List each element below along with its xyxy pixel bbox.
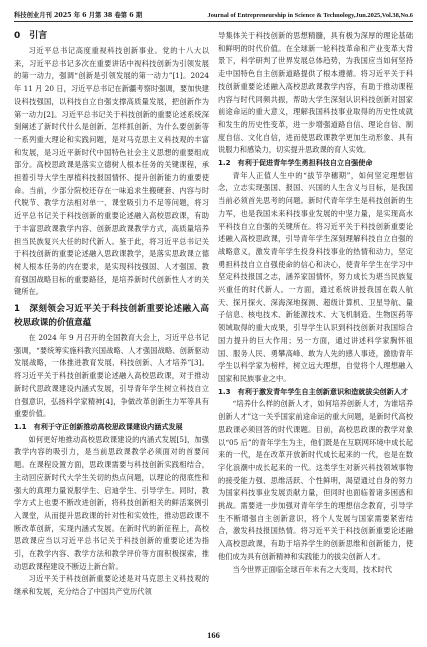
subsection-1-1-paragraph: 如何更好地推动高校思政课建设的内涵式发展[5]，加强教学内容的吸引力，是当前思政课教学必须面对的首要问题。在课程设置方面，思政课需要与科技创新实践相结合，主动回应新时代大学生关切的热点问题，以理论的彻底性和强大的真理力量说服学生、启迪学生、引导学生。同时，教学方式上也要不断改进创新，将科技创新相关的鲜活案例引入课堂，从而提升思政课的针对性和实效性，推动思政课不断改革创新，实现内涵式发展。在新时代的新征程上，高校思政课应当以习近平总书记关于科技创新的重要论述为指引，在教学内容、教学方法和教学评价等方面积极探索，推动思政课程建设不断迈上新台阶。	[14, 434, 209, 571]
subsection-1-3-heading: 1.3 有利于激发青年学生自主创新意识和造就拔尖创新人才	[218, 386, 408, 396]
section-1-paragraph: 在 2024 年 9 月召开的全国教育大会上，习近平总书记强调，“要统筹实施科教兴国战略、人才强国战略、创新驱动发展战略，一体推进教育发展、科技创新、人才培养”[3]。将习近平关于科技创新重要论述融入高校思政课，对于推动新时代思政课建设内涵式发展，引导青年学生树立科技自立自强意识，弘扬科学家精神[4]，争做改革创新生力军等具有重要价值。	[14, 333, 209, 419]
continued-paragraph: 导集体关于科技创新的思想精髓，具有极为深厚的理论基础和鲜明的时代价值。在全球新一轮科技革命和产业变革大背景下，科学研判了世界发展总体趋势，为我国应当如何坚持走中国特色自主创新道路提供了根本遵循。将习近平关于科技创新重要论述融入高校思政课教学内容，有助于推动课程内容与时代同频共振，帮助大学生深刻认识科技创新对国家前途命运的重大意义，理解我国科技事业取得的历史性成就和发生的历史性变革，进一步增强道路自信、理论自信、制度自信、文化自信，进而使思政课教学更加生动形象、具有说服力和感染力，切实提升思政课的育人实效。	[218, 31, 413, 155]
page-number: 166	[207, 630, 220, 640]
journal-title-en: Journal of Entrepreneurship in Science & Technology,Jun.2025,Vol.38,No.6	[207, 12, 413, 19]
intro-paragraph: 习近平总书记高度重视科技创新事业。党的十八大以来，习近平总书记多次在重要讲话中视科技创新为引领发展的第一动力，强调“创新是引领发展的第一动力”[1]。2024 年 11 月 20 日，习近平总书记在新疆考察时强调，要加快建设科技强国，以科技自立自强支撑高质量发展，把创新作为第一动力[2]。习近平总书记关于科技创新的重要论述系统深刻阐述了新时代什么是创新、怎样抓创新、为什么要创新等一系列重大理论和实践问题，是对马克思主义科技观的丰富和发展，是习近平新时代中国特色社会主义思想的重要组成部分。高校思政课是落实立德树人根本任务的关键课程，承担着引导大学生厚植科技报国情怀、提升创新能力的重要使命。当前，少部分院校还存在一味追求生搬硬套、内容与时代脱节、教学方法相对单一、课堂吸引力不足等问题，将习近平总书记关于科技创新的重要论述融入高校思政课，有助于丰富思政课教学内容、创新思政课教学方式，高质量培养担当民族复兴大任的时代新人。鉴于此，将习近平总书记关于科技创新的重要论述融入思政课教学，是落实思政课立德树人根本任务的内在要求，是实现科技强国、人才强国、教育强国战略目标的重要路径，是培养新时代创新性人才的关键所在。	[14, 46, 209, 297]
section-1-heading: 1 深刻领会习近平关于科技创新重要论述融入高校思政课的价值意蕴	[14, 304, 209, 329]
intro-heading: 0 引言	[14, 31, 48, 41]
journal-title-cn: 科技创业月刊 2025 年 6 月第 38 卷第 6 期	[14, 12, 143, 19]
subsection-1-2-paragraph: 青年人正值人生中的“拔节孕穗期”，如何坚定理想信念，立志实现强国、报国、兴国的人生含义与目标，是我国当前必须首先思考的问题。新时代青年学生是科技创新的生力军，也是我国未来科技事业发展的中坚力量，是实现高水平科技自立自强的关键所在。将习近平关于科技创新重要论述融入高校思政课，引导青年学生深刻理解科技自立自强的战略意义，激发青年学生投身科技事业的热情和动力，坚定勇担科技自立自强使命的信心和决心，使青年学生在学习中坚定科技报国之志，涵养家国情怀，努力成长为堪当民族复兴重任的时代新人。一方面，通过系统讲授我国在载人航天、探月探火、深海深地探测、超级计算机、卫星导航、量子信息、核电技术、新能源技术、大飞机制造、生物医药等领域取得的重大成果，引导学生认识到科技创新对我国综合国力提升的巨大作用；另一方面，通过讲述科学家胸怀祖国、服务人民、勇攀高峰、敢为人先的感人事迹，激励青年学生以科学家为榜样，树立远大理想，自觉将个人理想融入国家和民族事业之中。	[218, 170, 413, 383]
subsection-1-2-heading: 1.2 有利于促进青年学生勇担科技自立自强使命	[218, 158, 373, 168]
subsection-1-1-paragraph: 习近平关于科技创新重要论述是对马克思主义科技观的继承和发展，充分结合了中国共产党历代领	[14, 574, 209, 597]
left-column	[14, 30, 209, 599]
subsection-1-1-heading: 1.1 有利于守正创新推动高校思政课建设内涵式发展	[14, 421, 183, 431]
subsection-1-3-paragraph: 当今世界正面临全球百年未有之大变局，技术时代	[232, 564, 393, 574]
subsection-1-3-paragraph: “培养什么样的创新人才，如何培养创新人才，为谁培养创新人才”这一关乎国家前途命运的重大问题，是新时代高校思政课必须回答的时代课题。目前，高校思政课的教学对象以“05 后”的青年学生为主，他们既是在互联网环境中成长起来的一代，是在改革开放新时代成长起来的一代，也是在数字化浪潮中成长起来的一代。这类学生对新兴科技领域事物的接受能力强、思维活跃、个性鲜明，渴望通过自身的努力为国家科技事业发展贡献力量，但同时也面临着诸多困惑和挑战。需要进一步加强对青年学生的理想信念教育，引导学生不断增强自主创新意识，将个人发展与国家需要紧密结合，激发科技报国热情。将习近平关于科技创新重要论述融入高校思政课，有助于培养学生的创新思维和创新能力，使他们成为具有创新精神和实践能力的拔尖创新人才。	[218, 399, 413, 561]
running-header	[14, 7, 413, 22]
right-column	[218, 30, 413, 576]
